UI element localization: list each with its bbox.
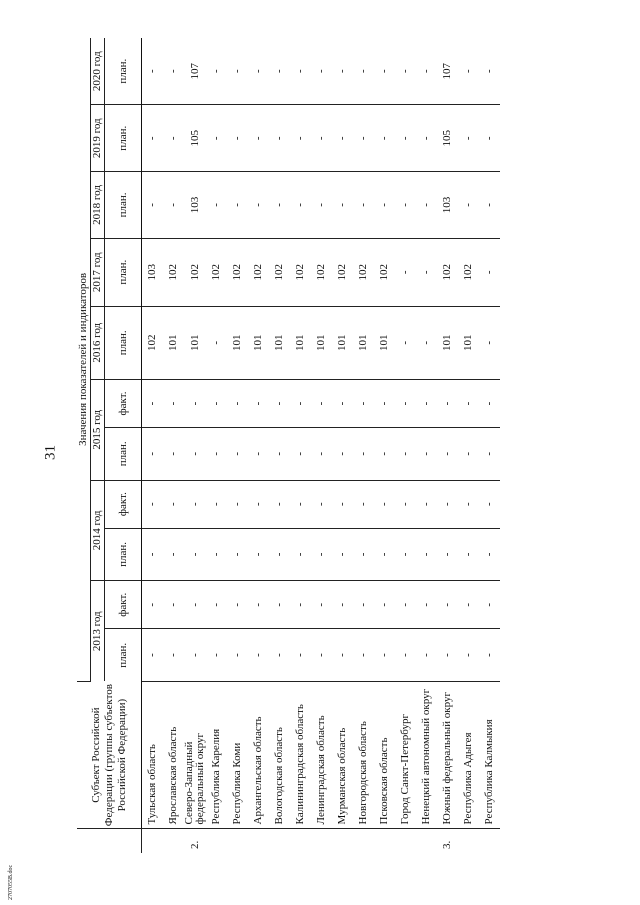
- table-body: [142, 38, 501, 853]
- indicator-value: -: [437, 528, 458, 581]
- region-name: Ярославская область: [163, 681, 184, 829]
- row-number: [458, 829, 479, 853]
- indicator-value: -: [142, 105, 164, 172]
- indicator-value: 102: [458, 238, 479, 306]
- indicator-value: 101: [163, 306, 184, 379]
- region-name: Республика Коми: [227, 681, 248, 829]
- indicator-value: -: [290, 172, 311, 239]
- value-type-header: план.: [105, 172, 142, 239]
- indicator-value: -: [416, 38, 437, 105]
- value-type-header: план.: [105, 238, 142, 306]
- indicator-value: -: [206, 38, 227, 105]
- indicator-value: -: [374, 528, 395, 581]
- row-number: [374, 829, 395, 853]
- year-header: 2015 год: [91, 379, 105, 480]
- indicator-value: -: [269, 105, 290, 172]
- indicator-value: -: [353, 480, 374, 528]
- region-name: Южный федеральный округ: [437, 681, 458, 829]
- region-name: Мурманская область: [332, 681, 353, 829]
- indicator-value: -: [227, 629, 248, 682]
- indicator-value: -: [332, 428, 353, 481]
- indicator-value: -: [395, 306, 416, 379]
- indicator-value: -: [416, 629, 437, 682]
- value-type-header: план.: [105, 306, 142, 379]
- indicator-value: -: [374, 172, 395, 239]
- indicator-value: 102: [142, 306, 164, 379]
- indicator-value: -: [353, 428, 374, 481]
- indicator-value: -: [374, 581, 395, 629]
- table-header: [77, 38, 142, 853]
- indicator-value: 103: [142, 238, 164, 306]
- row-number: 3.: [441, 840, 453, 849]
- row-number: [353, 829, 374, 853]
- row-number: [206, 829, 227, 853]
- indicator-value: -: [479, 528, 500, 581]
- indicator-value: -: [206, 629, 227, 682]
- indicator-value: -: [458, 172, 479, 239]
- indicator-value: -: [416, 105, 437, 172]
- indicator-value: -: [227, 428, 248, 481]
- indicator-value: 105: [437, 105, 458, 172]
- indicator-value: -: [248, 105, 269, 172]
- indicator-value: -: [332, 38, 353, 105]
- table-row: [206, 38, 227, 853]
- indicator-value: -: [142, 172, 164, 239]
- indicator-value: -: [374, 428, 395, 481]
- region-name: Ленинградская область: [311, 681, 332, 829]
- indicator-value: -: [163, 480, 184, 528]
- row-number: 2.: [188, 840, 201, 849]
- indicator-value: -: [479, 428, 500, 481]
- indicator-value: -: [227, 172, 248, 239]
- indicator-value: -: [437, 581, 458, 629]
- indicator-value: -: [142, 528, 164, 581]
- indicator-value: -: [332, 379, 353, 427]
- indicator-value: -: [458, 480, 479, 528]
- region-name: Новгородская область: [353, 681, 374, 829]
- indicator-value: -: [142, 480, 164, 528]
- indicator-value: -: [416, 172, 437, 239]
- indicator-value: 102: [353, 238, 374, 306]
- value-type-header: план.: [105, 38, 142, 105]
- indicator-value: 102: [311, 238, 332, 306]
- indicator-value: -: [395, 480, 416, 528]
- value-type-header: факт.: [105, 581, 142, 629]
- indicator-value: -: [206, 528, 227, 581]
- indicator-value: -: [311, 428, 332, 481]
- indicator-value: 101: [248, 306, 269, 379]
- indicator-value: 101: [374, 306, 395, 379]
- indicator-value: -: [395, 172, 416, 239]
- indicator-value: -: [184, 379, 206, 427]
- table-row: [332, 38, 353, 853]
- table-row: [227, 38, 248, 853]
- document-footer: 2707055В.doc: [8, 864, 14, 900]
- indicator-value: -: [227, 38, 248, 105]
- indicator-value: -: [269, 629, 290, 682]
- indicator-value: -: [269, 379, 290, 427]
- indicator-value: -: [332, 581, 353, 629]
- indicator-value: -: [416, 428, 437, 481]
- table-row: [458, 38, 479, 853]
- indicator-value: -: [142, 629, 164, 682]
- indicator-value: -: [206, 172, 227, 239]
- indicator-value: -: [353, 581, 374, 629]
- indicator-value: 101: [437, 306, 458, 379]
- indicator-value: -: [311, 105, 332, 172]
- indicator-value: 102: [248, 238, 269, 306]
- region-name: Псковская область: [374, 681, 395, 829]
- table-row: [269, 38, 290, 853]
- indicator-value: 101: [353, 306, 374, 379]
- indicator-value: -: [416, 581, 437, 629]
- indicator-value: -: [184, 480, 206, 528]
- indicator-value: -: [353, 38, 374, 105]
- indicator-value: -: [479, 105, 500, 172]
- indicator-value: -: [269, 480, 290, 528]
- indicator-value: -: [395, 379, 416, 427]
- indicator-value: -: [374, 105, 395, 172]
- indicator-value: -: [248, 528, 269, 581]
- indicator-table: [77, 38, 500, 853]
- indicator-value: -: [184, 629, 206, 682]
- table-row: [395, 38, 416, 853]
- indicator-value: -: [163, 172, 184, 239]
- table-row: [353, 38, 374, 853]
- indicator-value: -: [395, 428, 416, 481]
- indicator-value: -: [163, 428, 184, 481]
- indicator-value: -: [227, 480, 248, 528]
- value-type-header: план.: [105, 528, 142, 581]
- indicator-value: -: [458, 379, 479, 427]
- indicator-value: -: [332, 172, 353, 239]
- indicator-value: 101: [184, 306, 206, 379]
- indicator-table-rotated: [77, 38, 525, 853]
- indicator-value: -: [206, 379, 227, 427]
- indicator-value: 107: [437, 38, 458, 105]
- indicator-value: -: [479, 306, 500, 379]
- indicator-value: -: [248, 480, 269, 528]
- indicator-value: -: [458, 528, 479, 581]
- indicator-value: -: [395, 581, 416, 629]
- indicator-value: -: [458, 629, 479, 682]
- indicator-value: -: [248, 379, 269, 427]
- indicator-value: -: [353, 528, 374, 581]
- indicator-value: -: [395, 528, 416, 581]
- indicator-value: -: [374, 480, 395, 528]
- indicator-value: -: [184, 428, 206, 481]
- row-number: [227, 829, 248, 853]
- region-name: Архангельская область: [248, 681, 269, 829]
- indicator-value: -: [479, 629, 500, 682]
- indicator-value: -: [248, 581, 269, 629]
- indicator-value: -: [458, 581, 479, 629]
- indicator-value: 101: [458, 306, 479, 379]
- indicator-value: -: [311, 379, 332, 427]
- indicator-value: -: [374, 379, 395, 427]
- indicator-value: -: [458, 428, 479, 481]
- indicator-value: -: [437, 480, 458, 528]
- indicator-value: -: [290, 379, 311, 427]
- indicator-value: -: [479, 480, 500, 528]
- indicator-value: -: [206, 480, 227, 528]
- value-type-header: факт.: [105, 480, 142, 528]
- table-row: [311, 38, 332, 853]
- indicator-value: -: [311, 581, 332, 629]
- region-name: Республика Адыгея: [458, 681, 479, 829]
- page-number: 31: [42, 445, 59, 460]
- row-number: [163, 829, 184, 853]
- table-row: [290, 38, 311, 853]
- indicator-value: -: [269, 428, 290, 481]
- indicator-value: -: [458, 105, 479, 172]
- indicator-value: -: [290, 581, 311, 629]
- table-row: [163, 38, 184, 853]
- indicator-value: -: [395, 38, 416, 105]
- row-number: [416, 829, 437, 853]
- indicator-value: 101: [269, 306, 290, 379]
- value-type-header: факт.: [105, 379, 142, 427]
- indicator-value: 101: [290, 306, 311, 379]
- indicator-value: 107: [184, 38, 206, 105]
- row-number: [142, 829, 164, 853]
- row-number: [290, 829, 311, 853]
- indicator-value: -: [437, 428, 458, 481]
- indicator-value: 103: [184, 172, 206, 239]
- region-name: Тульская область: [142, 681, 164, 829]
- indicator-value: -: [206, 306, 227, 379]
- indicator-value: -: [416, 480, 437, 528]
- indicator-value: 102: [332, 238, 353, 306]
- indicator-value: 102: [290, 238, 311, 306]
- indicator-value: -: [479, 172, 500, 239]
- indicator-value: -: [437, 629, 458, 682]
- indicator-value: -: [332, 480, 353, 528]
- indicator-value: -: [163, 581, 184, 629]
- year-header: 2018 год: [91, 172, 105, 239]
- header-subject: Субъект Российской Федерации (группы субъектов Российской Федерации): [77, 681, 142, 829]
- indicator-value: -: [479, 238, 500, 306]
- indicator-value: -: [395, 238, 416, 306]
- indicator-value: -: [142, 38, 164, 105]
- indicator-value: -: [163, 629, 184, 682]
- indicator-value: -: [311, 172, 332, 239]
- table-row: [479, 38, 500, 853]
- indicator-value: -: [269, 528, 290, 581]
- indicator-value: 102: [227, 238, 248, 306]
- indicator-value: -: [479, 379, 500, 427]
- indicator-value: 102: [163, 238, 184, 306]
- indicator-value: -: [206, 428, 227, 481]
- region-name: Северо-Западный федеральный округ: [184, 681, 206, 829]
- table-row: [142, 38, 164, 853]
- region-name: Ненецкий автономный округ: [416, 681, 437, 829]
- indicator-value: -: [227, 379, 248, 427]
- year-header: 2014 год: [91, 480, 105, 581]
- indicator-value: -: [479, 581, 500, 629]
- year-header: 2016 год: [91, 306, 105, 379]
- header-values: Значения показателей и индикаторов: [77, 38, 91, 681]
- indicator-value: -: [290, 105, 311, 172]
- indicator-value: -: [353, 629, 374, 682]
- indicator-value: -: [311, 480, 332, 528]
- indicator-value: -: [248, 38, 269, 105]
- indicator-value: -: [290, 629, 311, 682]
- region-name: Республика Калмыкия: [479, 681, 500, 829]
- indicator-value: -: [374, 629, 395, 682]
- year-header: 2020 год: [91, 38, 105, 105]
- row-number: [311, 829, 332, 853]
- table-row: [184, 38, 206, 853]
- row-number: [332, 829, 353, 853]
- indicator-value: -: [163, 105, 184, 172]
- indicator-value: -: [269, 172, 290, 239]
- indicator-value: -: [227, 528, 248, 581]
- indicator-value: -: [163, 38, 184, 105]
- indicator-value: -: [248, 172, 269, 239]
- indicator-value: -: [163, 528, 184, 581]
- indicator-value: 101: [311, 306, 332, 379]
- value-type-header: план.: [105, 105, 142, 172]
- indicator-value: 105: [184, 105, 206, 172]
- indicator-value: 102: [374, 238, 395, 306]
- row-number: [395, 829, 416, 853]
- indicator-value: -: [395, 105, 416, 172]
- value-type-header: план.: [105, 428, 142, 481]
- value-type-header: план.: [105, 629, 142, 682]
- indicator-value: -: [142, 581, 164, 629]
- indicator-value: -: [416, 238, 437, 306]
- indicator-value: -: [311, 528, 332, 581]
- region-name: Республика Карелия: [206, 681, 227, 829]
- indicator-value: -: [163, 379, 184, 427]
- indicator-value: -: [395, 629, 416, 682]
- indicator-value: -: [184, 528, 206, 581]
- indicator-value: -: [206, 581, 227, 629]
- indicator-value: -: [248, 629, 269, 682]
- row-number: [479, 829, 500, 853]
- indicator-value: 101: [227, 306, 248, 379]
- table-row: [437, 38, 458, 853]
- indicator-value: -: [269, 581, 290, 629]
- indicator-value: -: [206, 105, 227, 172]
- indicator-value: 102: [437, 238, 458, 306]
- indicator-value: -: [311, 629, 332, 682]
- indicator-value: -: [437, 379, 458, 427]
- table-row: [374, 38, 395, 853]
- indicator-value: -: [142, 379, 164, 427]
- table-row: [416, 38, 437, 853]
- row-number: [248, 829, 269, 853]
- year-header: 2019 год: [91, 105, 105, 172]
- indicator-value: -: [290, 528, 311, 581]
- indicator-value: -: [353, 105, 374, 172]
- indicator-value: -: [142, 428, 164, 481]
- table-row: [248, 38, 269, 853]
- indicator-value: 101: [332, 306, 353, 379]
- indicator-value: -: [416, 379, 437, 427]
- indicator-value: -: [248, 428, 269, 481]
- indicator-value: -: [353, 379, 374, 427]
- indicator-value: -: [332, 528, 353, 581]
- indicator-value: -: [416, 528, 437, 581]
- indicator-value: 102: [206, 238, 227, 306]
- indicator-value: 102: [269, 238, 290, 306]
- indicator-value: 102: [184, 238, 206, 306]
- indicator-value: -: [290, 480, 311, 528]
- year-header: 2017 год: [91, 238, 105, 306]
- indicator-value: -: [311, 38, 332, 105]
- indicator-value: -: [290, 428, 311, 481]
- indicator-value: -: [269, 38, 290, 105]
- indicator-value: -: [458, 38, 479, 105]
- indicator-value: -: [374, 38, 395, 105]
- region-name: Калининградская область: [290, 681, 311, 829]
- header-number-cell: [77, 829, 142, 853]
- indicator-value: -: [227, 105, 248, 172]
- indicator-value: -: [332, 105, 353, 172]
- indicator-value: -: [479, 38, 500, 105]
- year-header: 2013 год: [91, 581, 105, 682]
- indicator-value: -: [290, 38, 311, 105]
- indicator-value: -: [416, 306, 437, 379]
- indicator-value: -: [353, 172, 374, 239]
- region-name: Вологодская область: [269, 681, 290, 829]
- indicator-value: -: [184, 581, 206, 629]
- row-number: [269, 829, 290, 853]
- indicator-value: 103: [437, 172, 458, 239]
- indicator-value: -: [227, 581, 248, 629]
- region-name: Город Санкт-Петербург: [395, 681, 416, 829]
- indicator-value: -: [332, 629, 353, 682]
